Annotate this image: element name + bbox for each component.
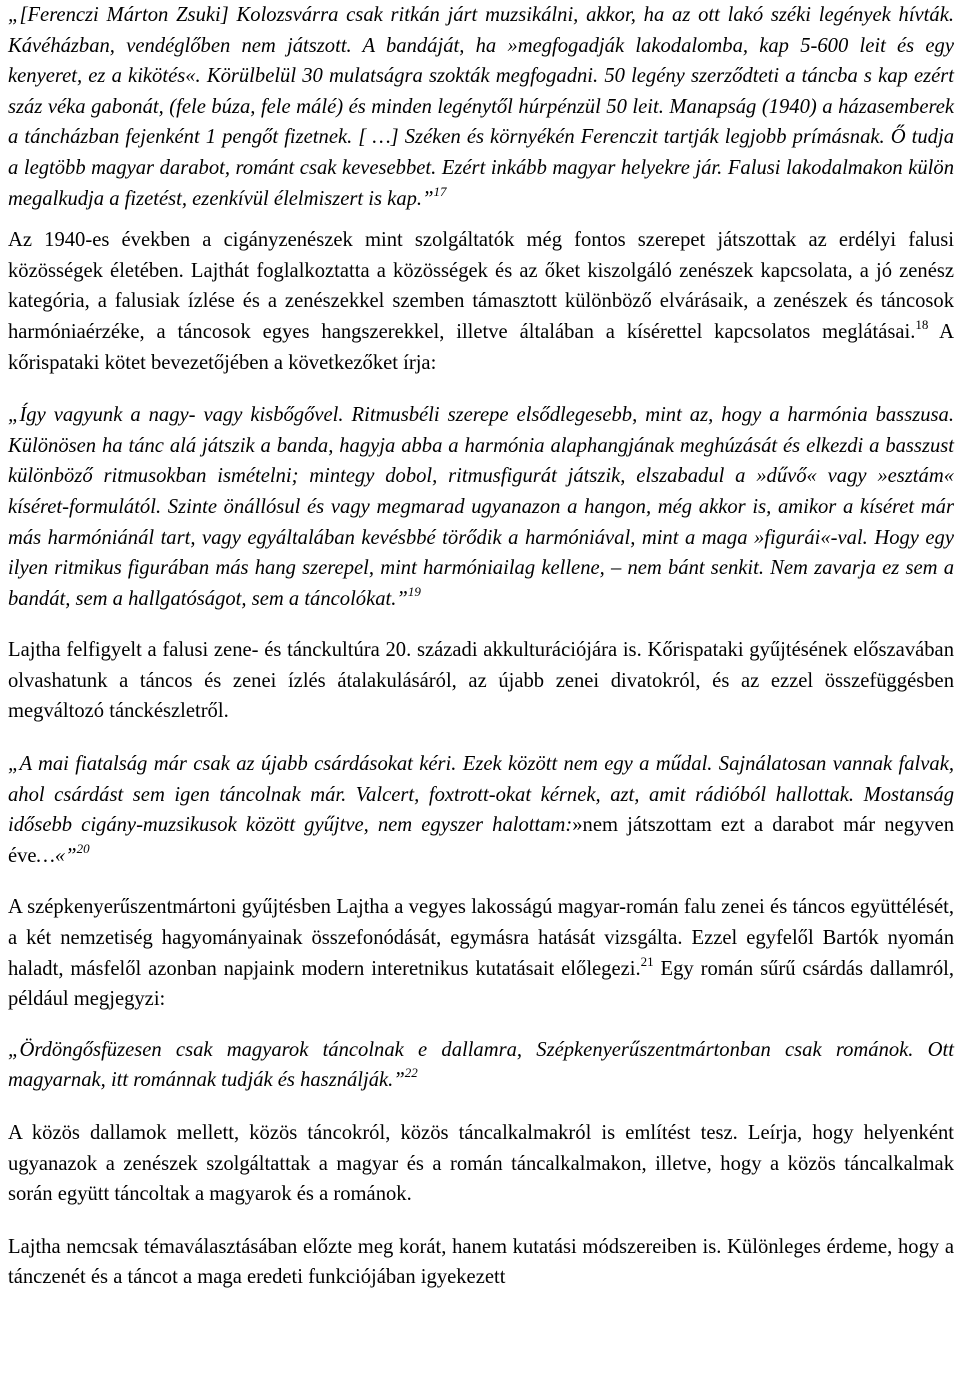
- paragraph-text-continued: Egy román sűrű csárdás dallamról, például megjegyzi:: [8, 957, 954, 1011]
- quote-text-end: …«”: [36, 844, 77, 867]
- quote-text-upright: »nem játszottam ezt a darabot már negyven éve: [8, 814, 954, 867]
- document-page: [8, 0, 954, 1293]
- footnote-ref-17[interactable]: 17: [433, 183, 447, 199]
- quote-mai-fiatalsag: [8, 749, 954, 871]
- quote-ferenczi: [8, 0, 954, 214]
- footnote-ref-19[interactable]: 19: [407, 583, 421, 599]
- footnote-ref-18[interactable]: 18: [915, 316, 929, 332]
- footnote-ref-21[interactable]: 21: [640, 953, 654, 969]
- paragraph-text: Lajtha nemcsak témaválasztásában előzte meg korát, hanem kutatási módszereiben is. Különleges érdeme, hogy a tánczenét és a táncot a maga eredeti funkciójában igyekezett: [8, 1235, 954, 1289]
- paragraph-cigany-zeneszek: [8, 225, 954, 378]
- footnote-ref-20[interactable]: 20: [76, 840, 90, 856]
- paragraph-kutatasi-modszerek: [8, 1232, 954, 1293]
- quote-nagybogo: [8, 400, 954, 614]
- quote-text: „A mai fiatalság már csak az újabb csárdásokat kéri. Ezek között nem egy a műdal. Sajnálatosan vannak falvak, ahol csárdást sem igen táncolnak már. Valcert, foxtrott-okat kérnek, azt, amit rádióból hallottak. Mostanság idősebb cigány-muzsikusok között gyűjtve, nem egyszer halottam:: [8, 753, 954, 837]
- quote-ordongosfuzes: [8, 1035, 954, 1096]
- paragraph-szepkenyeruszentmarton: [8, 892, 954, 1014]
- paragraph-text-continued: A kőrispataki kötet bevezetőjében a következőket írja:: [8, 320, 954, 374]
- paragraph-text: A szépkenyerűszentmártoni gyűjtésben Lajtha a vegyes lakosságú magyar-román falu zenei és táncos együttélését, a két nemzetiség hagyományainak összefonódását, egymásra hatását vizsgálta. Ezzel egyfelől Bartók nyomán haladt, másfelől azonban napjaink modern interetnikus kutatásait előlegezi.: [8, 896, 954, 980]
- paragraph-text: Lajtha felfigyelt a falusi zene- és tánckultúra 20. századi akkulturációjára is. Kőrispataki gyűjtésének előszavában olvashatunk a táncos és zenei ízlés átalakulásáról, az újabb zenei divatokról, és az ezzel összefüggésben megváltozó tánckészletről.: [8, 639, 954, 723]
- quote-text: „Így vagyunk a nagy- vagy kisbőgővel. Ritmusbéli szerepe elsődlegesebb, mint az, hogy a harmónia basszusa. Különösen ha tánc alá játszik a banda, hagyja abba a harmónia alaphangjának meghúzását és elkezdi a basszust különböző ritmusokban ismételni; mintegy dobol, ritmusfigurát játszik, elszabadul a »dűvő« vagy »esztám« kíséret-formulától. Szinte önállósul és vagy megmarad ugyanazon a hangon, még akkor is, amikor a kíséret már más harmóniánál tart, vagy egyáltalában kevésbbé törődik a harmóniával, mint a maga »figurái«-val. Hogy egy ilyen ritmikus figurában más hang szerepel, mint harmóniailag kellene, – nem bánt senkit. Nem zavarja ez sem a bandát, sem a hallgatóságot, sem a táncolókat.”: [8, 404, 954, 610]
- paragraph-kozos-dallamok: [8, 1118, 954, 1210]
- quote-text: „[Ferenczi Márton Zsuki] Kolozsvárra csak ritkán járt muzsikálni, akkor, ha az ott lakó széki legények hívták. Kávéházban, vendéglőben nem játszott. A bandáját, ha »megfogadják lakodalomba, kap 5-600 leit és egy kenyeret, ez a kikötés«. Körülbelül 30 mulatságra szokták megfogadni. 50 legény szerződteti a táncba s kap ezért száz véka gabonát, (fele búza, fele málé) és minden legénytől húrpénzül 50 leit. Manapság (1940) a házasemberek a táncházban fejenként 1 pengőt fizetnek. [ …] Széken és környékén Ferenczit tartják legjobb prímásnak. Ő tudja a legtöbb magyar darabot, románt csak kevesebbet. Ezért inkább magyar helyekre jár. Falusi lakodalmakon külön megalkudja a fizetést, ezenkívül élelmiszert is kap.”: [8, 4, 954, 210]
- paragraph-text: A közös dallamok mellett, közös táncokról, közös táncalkalmakról is említést tesz. Leírja, hogy helyenként ugyanazok a zenészek szolgáltattak a magyar és a román táncalkalmakon, illetve, hogy a közös táncalkalmak során együtt táncoltak a magyarok és a románok.: [8, 1122, 954, 1206]
- quote-text: „Ördöngősfüzesen csak magyarok táncolnak e dallamra, Szépkenyerűszentmártonban csak románok. Ott magyarnak, itt románnak tudják és használják.”: [8, 1038, 954, 1092]
- footnote-ref-22[interactable]: 22: [404, 1065, 418, 1081]
- paragraph-akkulturacio: [8, 635, 954, 727]
- paragraph-text: Az 1940-es években a cigányzenészek mint szolgáltatók még fontos szerepet játszottak az erdélyi falusi közösségek életében. Lajthát foglalkoztatta a közösségek és az őket kiszolgáló zenészek kapcsolata, a jó zenész kategória, a falusiak ízlése és a zenészekkel szemben támasztott különböző elvárásaik, a zenészek és táncosok harmóniaérzéke, a táncosok egyes hangszerekkel, illetve általában a kísérettel kapcsolatos meglátásai.: [8, 229, 954, 343]
